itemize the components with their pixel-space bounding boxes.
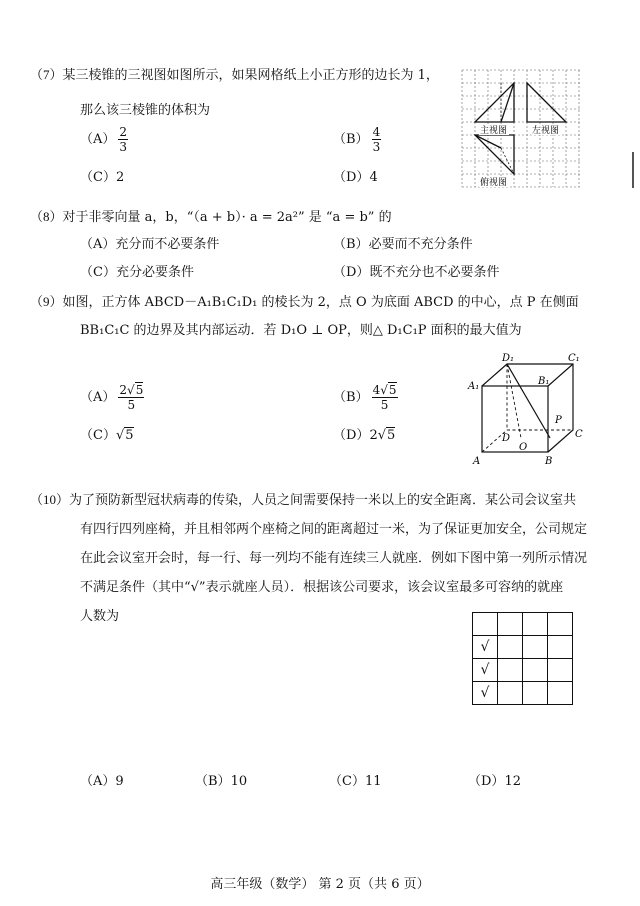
q9-stem-line1: （9）如图，正方体 ABCD－A₁B₁C₁D₁ 的棱长为 2，点 O 为底面 ABCD 的中心，点 P 在侧面 <box>30 294 579 310</box>
q9-label-D1: D₁ <box>502 353 515 364</box>
q7-option-d: （D）4 <box>333 170 378 185</box>
seat-cell: √ <box>473 636 498 659</box>
seat-row <box>473 636 573 659</box>
seat-row <box>473 613 573 636</box>
q10-option-d: （D）12 <box>468 774 521 789</box>
q7-three-view-figure <box>460 68 584 190</box>
q9-stem-line2: BB₁C₁C 的边界及其内部运动．若 D₁O ⊥ OP，则△ D₁C₁P 面积的最大值为 <box>80 323 522 338</box>
seat-cell <box>523 682 548 705</box>
q9-cube-figure <box>462 350 592 472</box>
q7-stem-line1: （7）某三棱锥的三视图如图所示，如果网格纸上小正方形的边长为 1， <box>30 67 439 83</box>
q10-number: （10） <box>30 492 70 507</box>
seat-cell <box>498 682 523 705</box>
q9-option-a: （A） $\frac{2√5}{5}$ <box>80 383 144 412</box>
q9-label-B1: B₁ <box>538 376 550 387</box>
q9-option-d: （D）2√5 <box>333 428 396 443</box>
q10-stem-line4: 不满足条件（其中“√”表示就座人员）．根据该公司要求，该会议室最多可容纳的就座 <box>80 580 564 595</box>
q10-option-a: （A）9 <box>80 774 124 789</box>
q8-option-d: （D）既不充分也不必要条件 <box>333 265 500 280</box>
seat-row <box>473 682 573 705</box>
seat-cell: √ <box>473 682 498 705</box>
q8-option-b: （B）必要而不充分条件 <box>333 237 473 252</box>
q9-label-D: D <box>502 433 511 444</box>
seat-cell <box>548 636 573 659</box>
q9-label-O: O <box>519 442 528 453</box>
q10-seat-grid <box>472 612 573 705</box>
q8-stem: （8）对于非零向量 a，b，“（a + b）· a = 2a²” 是 “a = b” 的 <box>30 209 392 225</box>
seat-cell <box>548 613 573 636</box>
q7-option-a: （A） $\frac{2}{3}$ <box>80 125 128 154</box>
q9-label-A1: A₁ <box>468 381 480 392</box>
q8-number: （8） <box>30 209 63 224</box>
q10-stem-line3: 在此会议室开会时，每一行、每一列均不能有连续三人就座．例如下图中第一列所示情况 <box>80 551 588 566</box>
seat-cell <box>548 659 573 682</box>
q7-front-view-label: 主视图 <box>480 126 508 136</box>
q7-top-view-label: 俯视图 <box>480 178 508 188</box>
q7-stem-line2: 那么该三棱锥的体积为 <box>80 103 211 118</box>
seat-cell <box>523 636 548 659</box>
seat-cell: √ <box>473 659 498 682</box>
q9-number: （9） <box>30 294 63 309</box>
q9-label-P: P <box>555 415 562 426</box>
q7-option-c: （C）2 <box>80 170 125 185</box>
q9-option-b: （B） $\frac{4√5}{5}$ <box>333 383 397 412</box>
q9-label-A: A <box>473 456 481 467</box>
seat-cell <box>498 659 523 682</box>
q7-option-b: （B） $\frac{4}{3}$ <box>333 125 381 154</box>
seat-cell <box>498 636 523 659</box>
q9-label-C1: C₁ <box>568 353 580 364</box>
q8-option-c: （C）充分必要条件 <box>80 265 194 280</box>
q7-left-view-label: 左视图 <box>532 126 560 136</box>
q7-number: （7） <box>30 67 63 82</box>
q8-option-a: （A）充分而不必要条件 <box>80 237 220 252</box>
q9-label-C: C <box>575 429 583 440</box>
q10-stem-line1: （10）为了预防新型冠状病毒的传染，人员之间需要保持一米以上的安全距离．某公司会议室共 <box>30 492 577 508</box>
q9-label-B: B <box>545 456 553 467</box>
q10-option-c: （C）11 <box>329 774 382 789</box>
q10-option-b: （B）10 <box>195 774 248 789</box>
q10-stem-line5: 人数为 <box>80 609 120 624</box>
seat-cell <box>498 613 523 636</box>
seat-row <box>473 659 573 682</box>
seat-cell <box>548 682 573 705</box>
seat-cell <box>473 613 498 636</box>
seat-cell <box>523 659 548 682</box>
q9-option-c: （C）√5 <box>80 428 134 443</box>
seat-cell <box>523 613 548 636</box>
q10-stem-line2: 有四行四列座椅，并且相邻两个座椅之间的距离超过一米，为了保证更加安全，公司规定 <box>80 522 588 537</box>
scan-edge-mark <box>632 152 634 188</box>
page-footer: 高三年级（数学） 第 2 页（共 6 页） <box>210 877 430 892</box>
